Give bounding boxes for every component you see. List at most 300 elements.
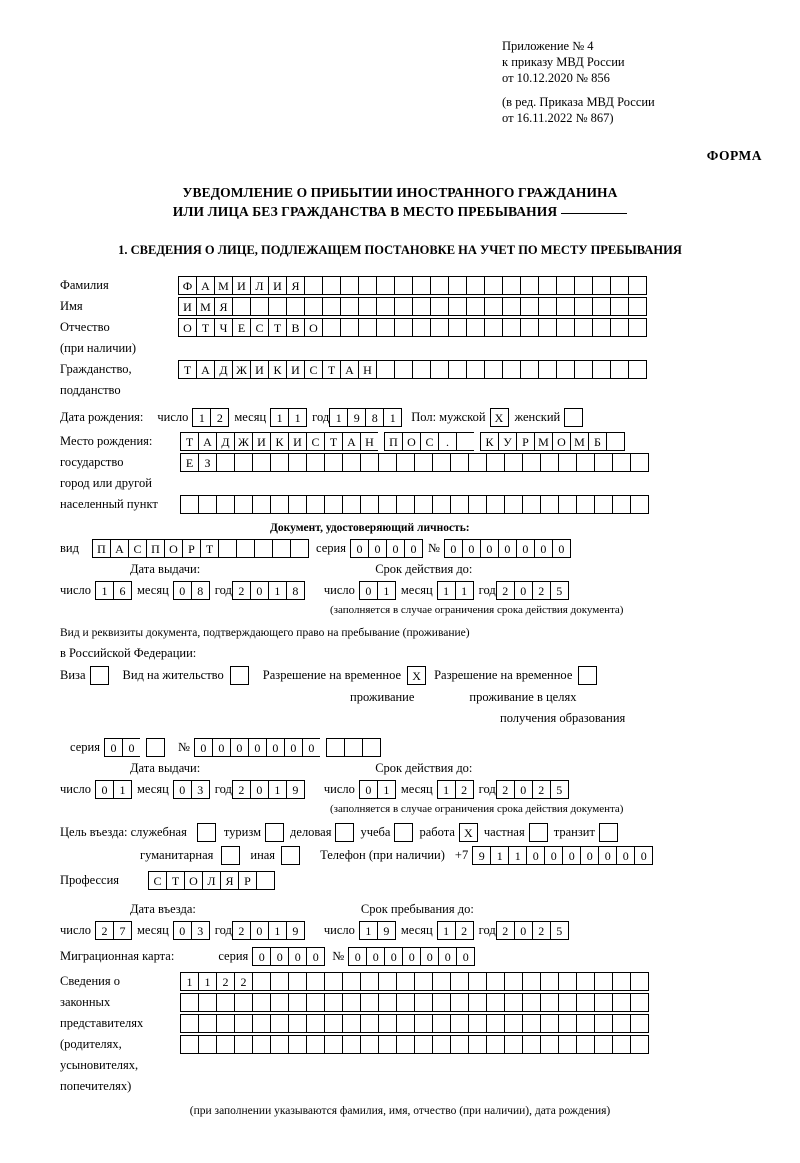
birth-place-2-cell[interactable] [630,453,649,472]
permit-valid-year-input[interactable] [496,780,568,799]
patronymic-cell[interactable] [448,318,467,337]
citizenship-cell[interactable]: Н [358,360,377,379]
birth-place-1-cell[interactable]: Т [324,432,343,451]
birth-place-1-cell[interactable]: М [570,432,589,451]
citizenship-cell[interactable] [520,360,539,379]
valid-year-cell[interactable]: 2 [532,581,551,600]
permit-number-cell[interactable] [344,738,363,757]
legal-rep-1-cell[interactable] [360,972,379,991]
legal-rep-4-cell[interactable] [630,1035,649,1054]
legal-rep-4-cell[interactable] [576,1035,595,1054]
birth-place-1-cell[interactable]: У [498,432,517,451]
surname-cell[interactable]: Я [286,276,305,295]
permit-valid-year-cell[interactable]: 2 [496,780,515,799]
permit-issue-month-input[interactable] [173,780,209,799]
birth-place-2-cell[interactable] [360,453,379,472]
birth-place-3-cell[interactable] [360,495,379,514]
patronymic-cell[interactable] [502,318,521,337]
legal-rep-4-cell[interactable] [450,1035,469,1054]
surname-cell[interactable]: Ф [178,276,197,295]
legal-rep-1-cell[interactable] [306,972,325,991]
legal-rep-4-cell[interactable] [270,1035,289,1054]
legal-rep-3-cell[interactable] [612,1014,631,1033]
permit-number-input[interactable] [194,738,380,757]
issue-month-cell[interactable]: 8 [191,581,210,600]
doc-number-cell[interactable]: 0 [534,539,553,558]
doc-kind-cell[interactable] [236,539,255,558]
name-cell[interactable] [556,297,575,316]
profession-cell[interactable]: Я [220,871,239,890]
birth-place-2-cell[interactable] [378,453,397,472]
birth-place-3-cell[interactable] [270,495,289,514]
name-cell[interactable] [340,297,359,316]
birth-place-line1-input[interactable] [180,432,624,451]
surname-cell[interactable]: М [214,276,233,295]
issue-day-cell[interactable]: 1 [95,581,114,600]
birth-place-1-cell[interactable]: Р [516,432,535,451]
phone-cell[interactable]: 1 [490,846,509,865]
legal-rep-4-cell[interactable] [180,1035,199,1054]
stay-day-cell[interactable]: 1 [359,921,378,940]
birth-place-1-cell[interactable]: И [252,432,271,451]
name-cell[interactable] [376,297,395,316]
surname-cell[interactable] [430,276,449,295]
doc-series-cell[interactable]: 0 [368,539,387,558]
permit-valid-year-cell[interactable]: 0 [514,780,533,799]
birth-place-2-cell[interactable] [558,453,577,472]
migration-number-cell[interactable]: 0 [438,947,457,966]
doc-kind-cell[interactable]: П [146,539,165,558]
birth-place-3-cell[interactable] [324,495,343,514]
birth-place-3-cell[interactable] [468,495,487,514]
birth-place-2-cell[interactable] [324,453,343,472]
legal-rep-3-cell[interactable] [396,1014,415,1033]
surname-cell[interactable] [358,276,377,295]
surname-cell[interactable] [610,276,629,295]
name-cell[interactable]: М [196,297,215,316]
surname-cell[interactable] [322,276,341,295]
legal-rep-2-cell[interactable] [396,993,415,1012]
doc-kind-cell[interactable]: С [128,539,147,558]
stay-day-input[interactable] [359,921,395,940]
name-cell[interactable] [304,297,323,316]
entry-day-input[interactable] [95,921,131,940]
permit-valid-month-cell[interactable]: 1 [437,780,456,799]
legal-rep-2-cell[interactable] [450,993,469,1012]
patronymic-cell[interactable] [466,318,485,337]
permit-number-cell[interactable]: 0 [266,738,285,757]
doc-number-cell[interactable]: 0 [480,539,499,558]
permit-issue-day-input[interactable] [95,780,131,799]
birth-place-2-cell[interactable] [540,453,559,472]
name-cell[interactable] [574,297,593,316]
citizenship-cell[interactable]: К [268,360,287,379]
valid-year-cell[interactable]: 2 [496,581,515,600]
legal-rep-4-cell[interactable] [306,1035,325,1054]
birth-place-3-cell[interactable] [378,495,397,514]
stay-year-cell[interactable]: 2 [496,921,515,940]
legal-rep-1-cell[interactable] [270,972,289,991]
surname-cell[interactable]: Л [250,276,269,295]
name-cell[interactable]: И [178,297,197,316]
birth-place-1-cell[interactable]: А [342,432,361,451]
birth-day-cell[interactable]: 2 [210,408,229,427]
patronymic-cell[interactable] [628,318,647,337]
name-cell[interactable] [538,297,557,316]
issue-day-input[interactable] [95,581,131,600]
migration-series-cell[interactable]: 0 [270,947,289,966]
legal-rep-4-cell[interactable] [324,1035,343,1054]
birth-month-cell[interactable]: 1 [270,408,289,427]
birth-place-3-cell[interactable] [540,495,559,514]
migration-number-input[interactable] [348,947,474,966]
valid-day-cell[interactable]: 1 [377,581,396,600]
birth-place-1-cell[interactable]: С [420,432,439,451]
doc-kind-cell[interactable]: О [164,539,183,558]
legal-rep-2-cell[interactable] [342,993,361,1012]
surname-cell[interactable] [466,276,485,295]
patronymic-cell[interactable] [610,318,629,337]
doc-number-cell[interactable]: 0 [498,539,517,558]
legal-rep-1-cell[interactable]: 2 [216,972,235,991]
citizenship-cell[interactable] [502,360,521,379]
doc-kind-cell[interactable]: А [110,539,129,558]
surname-cell[interactable] [340,276,359,295]
name-cell[interactable] [268,297,287,316]
birth-place-2-cell[interactable]: Е [180,453,199,472]
purpose-study-checkbox[interactable] [394,823,413,842]
permit-issue-month-cell[interactable]: 3 [191,780,210,799]
legal-rep-2-cell[interactable] [216,993,235,1012]
birth-place-3-cell[interactable] [252,495,271,514]
birth-place-3-cell[interactable] [558,495,577,514]
doc-number-cell[interactable]: 0 [462,539,481,558]
legal-rep-1-cell[interactable]: 1 [180,972,199,991]
legal-rep-3-cell[interactable] [630,1014,649,1033]
permit-issue-year-input[interactable] [232,780,304,799]
citizenship-cell[interactable] [538,360,557,379]
legal-rep-1-cell[interactable]: 1 [198,972,217,991]
legal-rep-1-cell[interactable] [630,972,649,991]
entry-month-cell[interactable]: 0 [173,921,192,940]
purpose-humanitarian-checkbox[interactable] [221,846,240,865]
patronymic-cell[interactable] [340,318,359,337]
patronymic-cell[interactable] [430,318,449,337]
birth-year-cell[interactable]: 1 [383,408,402,427]
surname-cell[interactable] [502,276,521,295]
doc-kind-cell[interactable]: Т [200,539,219,558]
legal-rep-3-cell[interactable] [324,1014,343,1033]
permit-series-cell[interactable]: 0 [104,738,123,757]
citizenship-cell[interactable] [484,360,503,379]
entry-year-cell[interactable]: 0 [250,921,269,940]
legal-rep-4-cell[interactable] [360,1035,379,1054]
legal-rep-3-cell[interactable] [558,1014,577,1033]
legal-rep-1-cell[interactable]: 2 [234,972,253,991]
migration-number-cell[interactable]: 0 [384,947,403,966]
birth-place-3-cell[interactable] [414,495,433,514]
stay-month-cell[interactable]: 1 [437,921,456,940]
patronymic-cell[interactable]: Е [232,318,251,337]
birth-place-3-cell[interactable] [522,495,541,514]
surname-cell[interactable] [448,276,467,295]
citizenship-cell[interactable] [466,360,485,379]
birth-place-line3-input[interactable] [180,495,648,514]
birth-place-1-cell[interactable]: Н [360,432,379,451]
birth-place-3-cell[interactable] [504,495,523,514]
patronymic-cell[interactable] [574,318,593,337]
citizenship-cell[interactable] [574,360,593,379]
birth-year-cell[interactable]: 9 [347,408,366,427]
surname-cell[interactable] [592,276,611,295]
birth-month-input[interactable] [270,408,306,427]
patronymic-cell[interactable] [376,318,395,337]
legal-rep-4-cell[interactable] [396,1035,415,1054]
legal-rep-2-cell[interactable] [432,993,451,1012]
legal-rep-3-cell[interactable] [216,1014,235,1033]
legal-rep-2-cell[interactable] [378,993,397,1012]
permit-series-cell[interactable] [146,738,165,757]
legal-rep-3-cell[interactable] [342,1014,361,1033]
patronymic-cell[interactable] [322,318,341,337]
birth-place-1-cell[interactable]: А [198,432,217,451]
citizenship-cell[interactable] [628,360,647,379]
issue-year-cell[interactable]: 8 [286,581,305,600]
legal-rep-2-cell[interactable] [270,993,289,1012]
valid-month-input[interactable] [437,581,473,600]
legal-rep-4-cell[interactable] [594,1035,613,1054]
legal-rep-2-cell[interactable] [414,993,433,1012]
surname-cell[interactable] [412,276,431,295]
phone-cell[interactable]: 0 [544,846,563,865]
legal-rep-3-cell[interactable] [576,1014,595,1033]
phone-input[interactable] [472,846,652,865]
permit-issue-day-cell[interactable]: 1 [113,780,132,799]
birth-place-2-cell[interactable] [612,453,631,472]
stay-year-input[interactable] [496,921,568,940]
migration-number-cell[interactable]: 0 [420,947,439,966]
citizenship-cell[interactable]: Т [322,360,341,379]
birth-place-1-cell[interactable]: К [480,432,499,451]
education-residence-checkbox[interactable] [578,666,597,685]
legal-rep-1-cell[interactable] [522,972,541,991]
legal-rep-4-cell[interactable] [288,1035,307,1054]
name-cell[interactable]: Я [214,297,233,316]
name-cell[interactable] [286,297,305,316]
legal-rep-line1-input[interactable] [180,972,648,991]
purpose-other-checkbox[interactable] [281,846,300,865]
doc-series-cell[interactable]: 0 [386,539,405,558]
legal-rep-2-cell[interactable] [288,993,307,1012]
legal-rep-3-cell[interactable] [450,1014,469,1033]
legal-rep-1-cell[interactable] [594,972,613,991]
permit-issue-month-cell[interactable]: 0 [173,780,192,799]
permit-number-cell[interactable]: 0 [212,738,231,757]
citizenship-cell[interactable] [430,360,449,379]
patronymic-cell[interactable] [394,318,413,337]
name-cell[interactable] [592,297,611,316]
name-cell[interactable] [358,297,377,316]
permit-valid-month-cell[interactable]: 2 [455,780,474,799]
legal-rep-3-cell[interactable] [414,1014,433,1033]
issue-day-cell[interactable]: 6 [113,581,132,600]
valid-day-input[interactable] [359,581,395,600]
surname-cell[interactable]: А [196,276,215,295]
entry-month-cell[interactable]: 3 [191,921,210,940]
legal-rep-1-cell[interactable] [432,972,451,991]
name-cell[interactable] [448,297,467,316]
legal-rep-3-cell[interactable] [270,1014,289,1033]
legal-rep-1-cell[interactable] [414,972,433,991]
citizenship-cell[interactable] [412,360,431,379]
name-cell[interactable] [628,297,647,316]
citizenship-cell[interactable]: А [196,360,215,379]
surname-cell[interactable] [376,276,395,295]
birth-day-cell[interactable]: 1 [192,408,211,427]
legal-rep-1-cell[interactable] [396,972,415,991]
citizenship-cell[interactable] [376,360,395,379]
surname-cell[interactable] [538,276,557,295]
legal-rep-2-cell[interactable] [576,993,595,1012]
legal-rep-1-cell[interactable] [612,972,631,991]
legal-rep-3-cell[interactable] [252,1014,271,1033]
profession-cell[interactable]: С [148,871,167,890]
surname-cell[interactable]: И [268,276,287,295]
permit-issue-year-cell[interactable]: 9 [286,780,305,799]
citizenship-cell[interactable]: А [340,360,359,379]
purpose-private-checkbox[interactable] [529,823,548,842]
valid-year-cell[interactable]: 0 [514,581,533,600]
permit-issue-year-cell[interactable]: 1 [268,780,287,799]
migration-number-cell[interactable]: 0 [456,947,475,966]
birth-place-3-cell[interactable] [630,495,649,514]
permit-series-cell[interactable]: 0 [122,738,141,757]
legal-rep-2-cell[interactable] [306,993,325,1012]
citizenship-cell[interactable] [448,360,467,379]
purpose-work-checkbox[interactable]: X [459,823,478,842]
legal-rep-1-cell[interactable] [252,972,271,991]
permit-valid-day-input[interactable] [359,780,395,799]
stay-day-cell[interactable]: 9 [377,921,396,940]
valid-month-cell[interactable]: 1 [437,581,456,600]
birth-place-2-cell[interactable] [594,453,613,472]
legal-rep-2-cell[interactable] [252,993,271,1012]
phone-cell[interactable]: 1 [508,846,527,865]
birth-place-2-cell[interactable] [396,453,415,472]
valid-year-cell[interactable]: 5 [550,581,569,600]
doc-number-cell[interactable]: 0 [552,539,571,558]
doc-kind-cell[interactable] [290,539,309,558]
birth-place-1-cell[interactable]: С [306,432,325,451]
birth-place-2-cell[interactable] [216,453,235,472]
name-cell[interactable] [232,297,251,316]
name-cell[interactable] [484,297,503,316]
profession-cell[interactable]: Л [202,871,221,890]
phone-cell[interactable]: 0 [526,846,545,865]
patronymic-cell[interactable] [592,318,611,337]
purpose-business-checkbox[interactable] [335,823,354,842]
issue-year-cell[interactable]: 1 [268,581,287,600]
legal-rep-3-cell[interactable] [234,1014,253,1033]
permit-series-input[interactable] [104,738,164,757]
citizenship-input[interactable] [178,360,646,379]
migration-series-cell[interactable]: 0 [288,947,307,966]
birth-place-2-cell[interactable] [414,453,433,472]
profession-cell[interactable]: Т [166,871,185,890]
birth-place-2-cell[interactable] [522,453,541,472]
birth-place-2-cell[interactable] [252,453,271,472]
legal-rep-4-cell[interactable] [486,1035,505,1054]
legal-rep-3-cell[interactable] [522,1014,541,1033]
birth-place-1-cell[interactable] [456,432,475,451]
patronymic-cell[interactable]: О [178,318,197,337]
legal-rep-3-cell[interactable] [288,1014,307,1033]
legal-rep-4-cell[interactable] [504,1035,523,1054]
entry-year-input[interactable] [232,921,304,940]
birth-place-1-cell[interactable]: О [402,432,421,451]
legal-rep-line3-input[interactable] [180,1014,648,1033]
patronymic-cell[interactable] [556,318,575,337]
legal-rep-3-cell[interactable] [198,1014,217,1033]
birth-month-cell[interactable]: 1 [288,408,307,427]
legal-rep-2-cell[interactable] [558,993,577,1012]
valid-day-cell[interactable]: 0 [359,581,378,600]
doc-kind-cell[interactable] [254,539,273,558]
legal-rep-1-cell[interactable] [324,972,343,991]
patronymic-cell[interactable]: Ч [214,318,233,337]
migration-number-cell[interactable]: 0 [348,947,367,966]
legal-rep-2-cell[interactable] [612,993,631,1012]
stay-month-input[interactable] [437,921,473,940]
issue-year-cell[interactable]: 0 [250,581,269,600]
permit-valid-year-cell[interactable]: 5 [550,780,569,799]
birth-place-3-cell[interactable] [198,495,217,514]
birth-place-3-cell[interactable] [342,495,361,514]
entry-year-cell[interactable]: 2 [232,921,251,940]
surname-cell[interactable] [628,276,647,295]
patronymic-cell[interactable]: Т [268,318,287,337]
birth-place-3-cell[interactable] [288,495,307,514]
entry-day-cell[interactable]: 2 [95,921,114,940]
doc-kind-input[interactable] [92,539,308,558]
migration-series-cell[interactable]: 0 [306,947,325,966]
permit-issue-year-cell[interactable]: 2 [232,780,251,799]
legal-rep-line2-input[interactable] [180,993,648,1012]
legal-rep-1-cell[interactable] [450,972,469,991]
legal-rep-3-cell[interactable] [468,1014,487,1033]
patronymic-cell[interactable]: С [250,318,269,337]
name-cell[interactable] [520,297,539,316]
surname-cell[interactable] [520,276,539,295]
permit-issue-day-cell[interactable]: 0 [95,780,114,799]
name-cell[interactable] [412,297,431,316]
birth-place-1-cell[interactable]: Ж [234,432,253,451]
phone-cell[interactable]: 0 [634,846,653,865]
legal-rep-3-cell[interactable] [180,1014,199,1033]
name-cell[interactable] [430,297,449,316]
legal-rep-1-cell[interactable] [576,972,595,991]
birth-day-input[interactable] [192,408,228,427]
issue-year-input[interactable] [232,581,304,600]
legal-rep-4-cell[interactable] [342,1035,361,1054]
surname-cell[interactable] [394,276,413,295]
issue-month-input[interactable] [173,581,209,600]
phone-cell[interactable]: 9 [472,846,491,865]
surname-cell[interactable] [304,276,323,295]
birth-place-3-cell[interactable] [432,495,451,514]
surname-cell[interactable]: И [232,276,251,295]
citizenship-cell[interactable]: Ж [232,360,251,379]
